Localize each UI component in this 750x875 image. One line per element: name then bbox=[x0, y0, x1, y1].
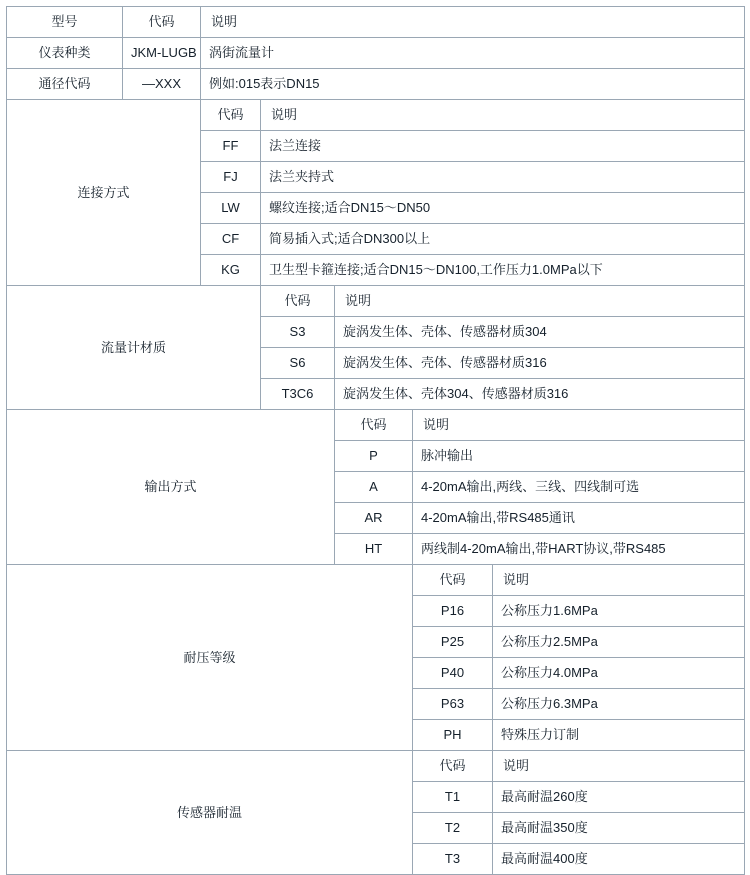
item-desc: 两线制4-20mA输出,带HART协议,带RS485 bbox=[413, 534, 745, 565]
item-desc: 4-20mA输出,带RS485通讯 bbox=[413, 503, 745, 534]
subheader-desc: 说明 bbox=[261, 100, 745, 131]
table-row bbox=[7, 565, 745, 596]
header-code: 代码 bbox=[123, 7, 201, 38]
subheader-code: 代码 bbox=[413, 565, 493, 596]
item-code: T3C6 bbox=[261, 379, 335, 410]
item-desc: 简易插入式;适合DN300以上 bbox=[261, 224, 745, 255]
section-name-temperature: 传感器耐温 bbox=[7, 751, 413, 875]
item-desc: 旋涡发生体、壳体、传感器材质304 bbox=[335, 317, 745, 348]
item-desc: 特殊压力订制 bbox=[493, 720, 745, 751]
subheader-desc: 说明 bbox=[493, 751, 745, 782]
item-code: CF bbox=[201, 224, 261, 255]
item-code: P16 bbox=[413, 596, 493, 627]
row-code: JKM-LUGB bbox=[123, 38, 201, 69]
item-code: KG bbox=[201, 255, 261, 286]
item-desc: 卫生型卡箍连接;适合DN15～DN100,工作压力1.0MPa以下 bbox=[261, 255, 745, 286]
table-row bbox=[7, 410, 745, 441]
item-desc: 旋涡发生体、壳体、传感器材质316 bbox=[335, 348, 745, 379]
item-code: P bbox=[335, 441, 413, 472]
subheader-code: 代码 bbox=[261, 286, 335, 317]
item-code: S3 bbox=[261, 317, 335, 348]
subheader-code: 代码 bbox=[413, 751, 493, 782]
item-desc: 法兰连接 bbox=[261, 131, 745, 162]
table-row bbox=[7, 100, 745, 131]
item-desc: 最高耐温400度 bbox=[493, 844, 745, 875]
subheader-code: 代码 bbox=[201, 100, 261, 131]
item-desc: 公称压力2.5MPa bbox=[493, 627, 745, 658]
item-desc: 法兰夹持式 bbox=[261, 162, 745, 193]
item-code: PH bbox=[413, 720, 493, 751]
item-desc: 4-20mA输出,两线、三线、四线制可选 bbox=[413, 472, 745, 503]
item-code: P25 bbox=[413, 627, 493, 658]
item-code: P40 bbox=[413, 658, 493, 689]
item-desc: 最高耐温260度 bbox=[493, 782, 745, 813]
item-code: FJ bbox=[201, 162, 261, 193]
item-desc: 公称压力4.0MPa bbox=[493, 658, 745, 689]
table-row bbox=[7, 38, 745, 69]
section-name-connection: 连接方式 bbox=[7, 100, 201, 286]
header-model: 型号 bbox=[7, 7, 123, 38]
subheader-desc: 说明 bbox=[413, 410, 745, 441]
item-code: T3 bbox=[413, 844, 493, 875]
row-desc: 例如:015表示DN15 bbox=[201, 69, 745, 100]
table-row bbox=[7, 751, 745, 782]
table-row bbox=[7, 286, 745, 317]
item-desc: 最高耐温350度 bbox=[493, 813, 745, 844]
row-name: 仪表种类 bbox=[7, 38, 123, 69]
item-desc: 脉冲输出 bbox=[413, 441, 745, 472]
item-desc: 公称压力6.3MPa bbox=[493, 689, 745, 720]
item-code: LW bbox=[201, 193, 261, 224]
subheader-code: 代码 bbox=[335, 410, 413, 441]
row-name: 通径代码 bbox=[7, 69, 123, 100]
item-desc: 螺纹连接;适合DN15～DN50 bbox=[261, 193, 745, 224]
item-desc: 旋涡发生体、壳体304、传感器材质316 bbox=[335, 379, 745, 410]
row-code: —XXX bbox=[123, 69, 201, 100]
item-code: FF bbox=[201, 131, 261, 162]
subheader-desc: 说明 bbox=[335, 286, 745, 317]
model-selection-table bbox=[6, 6, 745, 875]
item-code: S6 bbox=[261, 348, 335, 379]
table-row bbox=[7, 69, 745, 100]
item-code: A bbox=[335, 472, 413, 503]
section-name-output: 输出方式 bbox=[7, 410, 335, 565]
item-code: HT bbox=[335, 534, 413, 565]
item-code: AR bbox=[335, 503, 413, 534]
section-name-pressure: 耐压等级 bbox=[7, 565, 413, 751]
row-desc: 涡街流量计 bbox=[201, 38, 745, 69]
table-header-row bbox=[7, 7, 745, 38]
subheader-desc: 说明 bbox=[493, 565, 745, 596]
item-code: P63 bbox=[413, 689, 493, 720]
section-name-material: 流量计材质 bbox=[7, 286, 261, 410]
item-code: T1 bbox=[413, 782, 493, 813]
item-desc: 公称压力1.6MPa bbox=[493, 596, 745, 627]
item-code: T2 bbox=[413, 813, 493, 844]
header-desc: 说明 bbox=[201, 7, 745, 38]
